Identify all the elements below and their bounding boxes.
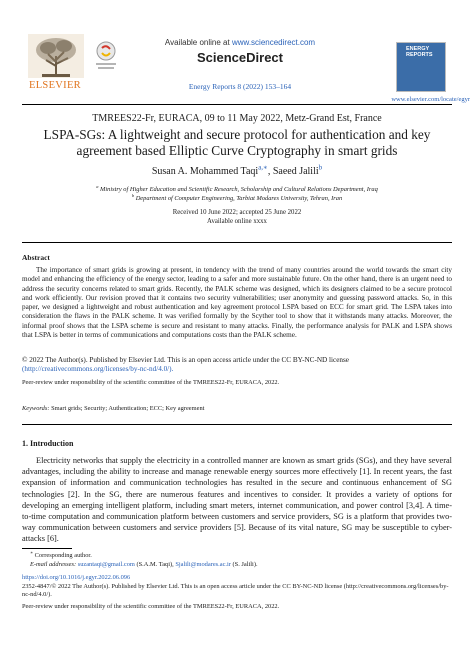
check-for-updates-icon[interactable] [93, 40, 119, 74]
email-link[interactable]: Sjalili@modares.ac.ir [175, 561, 231, 568]
author-name: Saeed Jalili [272, 166, 319, 177]
footer-peer-review: Peer-review under responsibility of the scientific committee of the TMREES22-Fr, EURACA, 2022. [22, 603, 280, 610]
intro-rule [22, 424, 452, 425]
affiliation-b: $^b$ Department of Computer Engineering, Tarbiat Modares University, Tehran, Iran [131, 192, 343, 202]
sciencedirect-link[interactable]: www.sciencedirect.com [231, 38, 316, 47]
footnote-rule [22, 548, 72, 549]
affiliation-a: $^a$ Ministry of Higher Education and Scientific Research, Scholarship and Cultural Relations Department, Iraq [96, 183, 378, 193]
header-rule [22, 104, 452, 105]
abstract-body: The importance of smart grids is growing at present, in tendency with the trend of many countries around the world towards the smart city model and enhancing the efficiency of the energy sector, leading to a safer and more sustainable future. On the other hand, there is an urgent need to address the security concerns related to smart grids. Recently, the PALK scheme was designed, which its designers claimed to be a secure protocol and work efficiently. Our revision proved that it contains two security vulnerabilities; user anonymity and guessing password attacks. So, in this paper, we designed a lightweight and robust authentication and key agreement protocol LSPA based on ECC for smart grid. The LSPA takes into consideration the flaws in the PALK scheme. It was verified formally by the Scyther tool to show that it withstands many attacks. Moreover, the informal proof shows that the LSPA scheme is secure and resistant to many attacks. Finally, the performance analysis for PALK and LSPA shows that LSPA is better in terms of communications and computations costs than the PALK scheme. [22, 266, 452, 340]
available-online-line: Available online at www.sciencedirect.com [164, 38, 316, 47]
sciencedirect-wordmark: ScienceDirect [197, 50, 283, 65]
section-heading: 1. Introduction [22, 439, 74, 448]
email-addresses: E-mail addresses: suzantaqi@gmail.com (S.A.M. Taqi), Sjalili@modares.ac.ir (S. Jalili). [30, 561, 258, 568]
journal-homepage-link[interactable]: www.elsevier.com/locate/egyr [391, 96, 470, 103]
corresponding-author-note: ∗ Corresponding author. [30, 549, 92, 559]
received-dates: Received 10 June 2022; accepted 25 June 2022 [172, 209, 302, 216]
license-link[interactable]: (http://creativecommons.org/licenses/by-nc-nd/4.0/). [22, 365, 174, 374]
intro-body: Electricity networks that supply the electricity in a controlled manner are known as smart grids (SGs), and they have several advantages, including the ability to increase and manage renewable energy sources more effectively [1]. In recent years, the fast expansion of information and communication technologies has resulted in the secure and continuous enhancement of SG technologies [2]. In the SG, there are numerous features and incentives to consider. It provides a variety of options for developing an emerging intelligent platform, including smart meters, internet communication, and power control [3,4]. A time-to-time computation and communication platform between customers and service providers, SG is a platform that provides two-way communication between customers and service providers [5]. Because of its vital nature, SG may be susceptible to cyber-attacks [6]. [22, 456, 452, 544]
author-name: Susan A. Mohammed Taqi [151, 166, 259, 177]
cover-title: ENERGY REPORTS [406, 46, 433, 58]
author-affiliation-mark[interactable]: a,∗ [258, 163, 268, 172]
doi-link[interactable]: https://doi.org/10.1016/j.egyr.2022.06.096 [22, 574, 131, 581]
abstract-rule [22, 242, 452, 243]
email-link[interactable]: suzantaqi@gmail.com [77, 561, 135, 568]
author-affiliation-mark[interactable]: b [318, 163, 323, 172]
conference-line: TMREES22-Fr, EURACA, 09 to 11 May 2022, Metz-Grand Est, France [92, 113, 382, 124]
abstract-heading: Abstract [22, 253, 50, 262]
paper-title: LSPA-SGs: A lightweight and secure protocol for authentication and key agreement based Elliptic Curve Cryptography in smart grids [43, 127, 431, 158]
available-online-date: Available online xxxx [207, 218, 267, 225]
publisher-name: ELSEVIER [29, 80, 81, 91]
keywords: Keywords: Smart grids; Security; Authentication; ECC; Key agreement [22, 405, 205, 412]
author-list: Susan A. Mohammed Taqi$^{a,∗}$, Saeed Jalili$^b$ [151, 163, 323, 177]
journal-reference[interactable]: Energy Reports 8 (2022) 153–164 [188, 82, 292, 91]
copyright-notice: © 2022 The Author(s). Published by Elsevier Ltd. This is an open access article under the CC BY-NC-ND license (http://creativecommons.org/licenses/by-nc-nd/4.0/). [22, 356, 349, 374]
peer-review-note: Peer-review under responsibility of the scientific committee of the TMREES22-Fr, EURACA, 2022. [22, 379, 280, 386]
issn-license-line: 2352-4847/© 2022 The Author(s). Published by Elsevier Ltd. This is an open access article under the CC BY-NC-ND license (http://creativecommons.org/licenses/by-nc-nd/4.0/). [22, 583, 449, 599]
